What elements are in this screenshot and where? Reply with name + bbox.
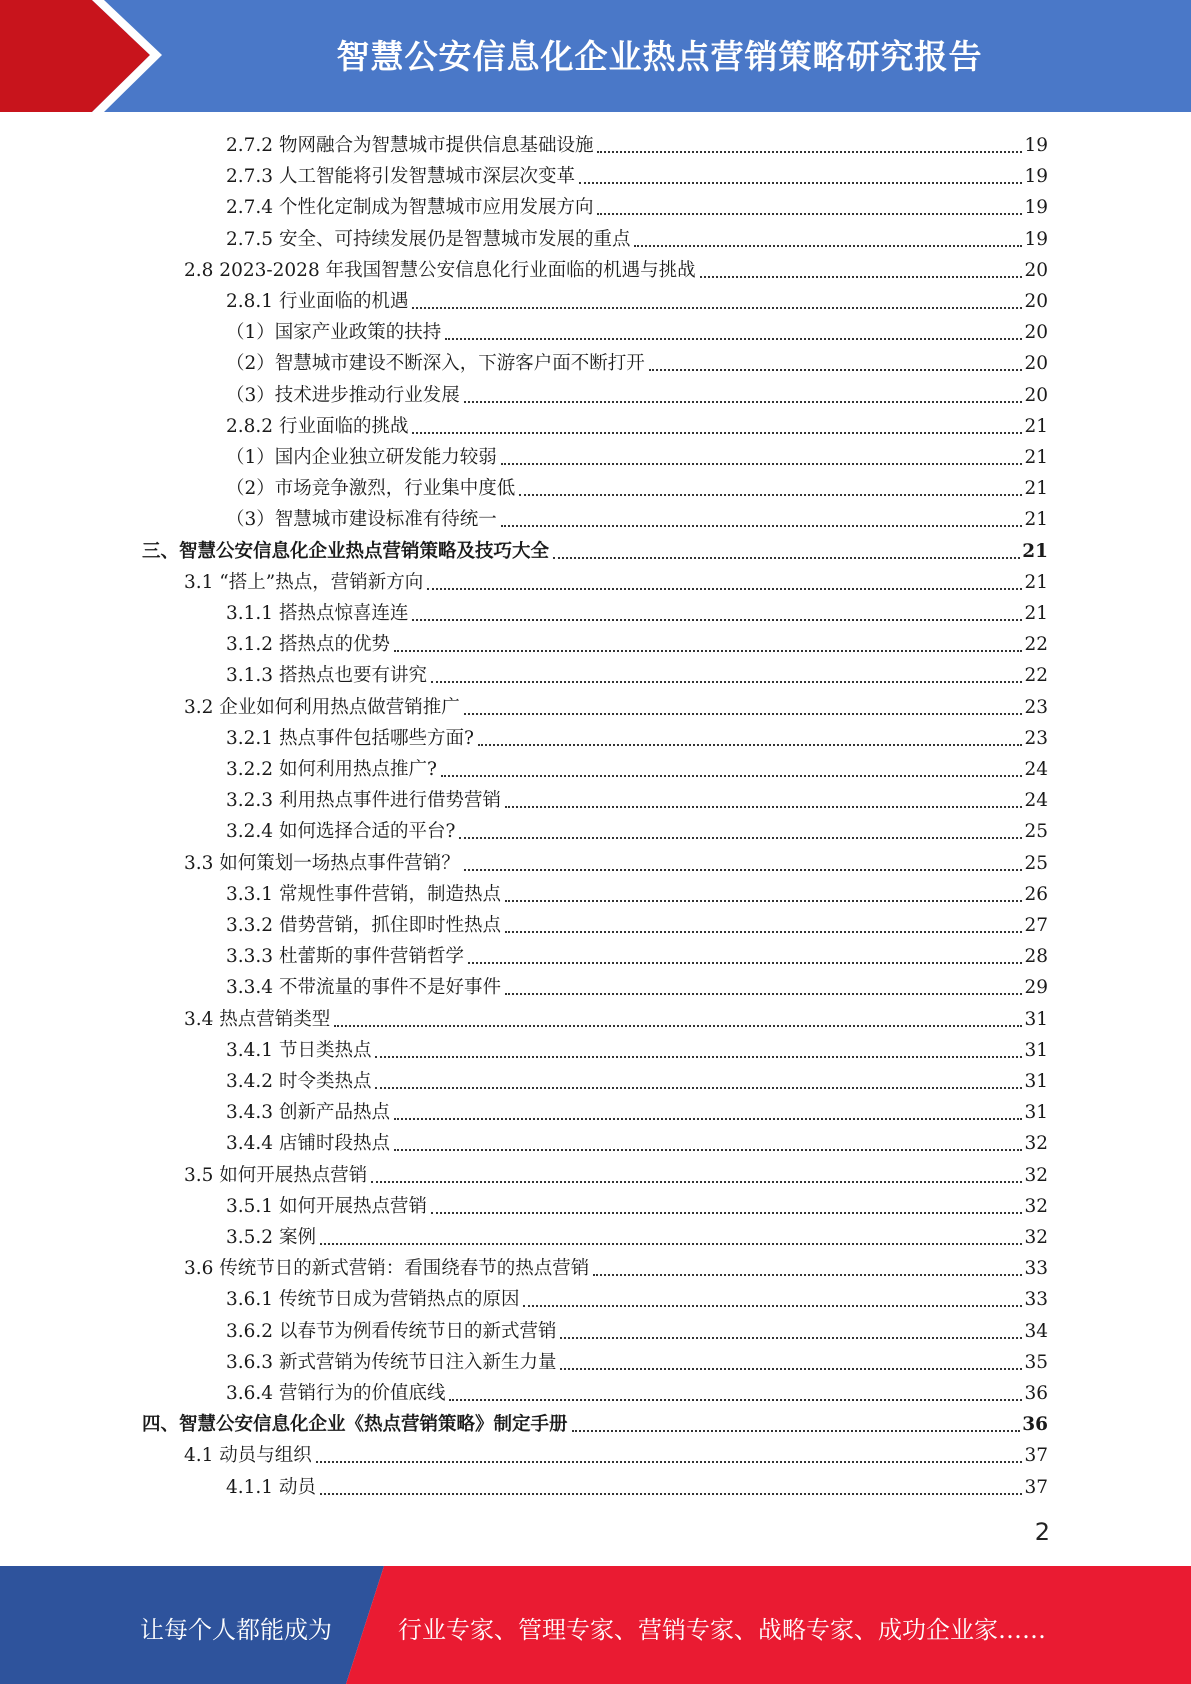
toc-entry-page: 21 [1024, 603, 1048, 624]
toc-entry[interactable] [226, 377, 1048, 408]
toc-entry[interactable] [226, 501, 1048, 532]
toc-leader-dots [597, 213, 1022, 215]
toc-entry[interactable] [226, 626, 1048, 657]
toc-leader-dots [431, 1212, 1022, 1214]
toc-entry-title: 3.1.2 搭热点的优势 [226, 634, 390, 656]
toc-leader-dots [394, 1118, 1022, 1120]
toc-leader-dots [501, 525, 1023, 527]
toc-leader-dots [597, 151, 1022, 153]
toc-leader-dots [316, 1461, 1023, 1463]
toc-entry-page: 20 [1024, 291, 1048, 312]
toc-leader-dots [464, 869, 1023, 871]
toc-entry-title: 3.3.4 不带流量的事件不是好事件 [226, 977, 501, 999]
toc-leader-dots [505, 806, 1022, 808]
toc-leader-dots [501, 463, 1023, 465]
toc-leader-dots [560, 1337, 1022, 1339]
toc-entry[interactable] [226, 1125, 1048, 1156]
toc-entry-title: （1）国家产业政策的扶持 [226, 322, 442, 344]
toc-entry[interactable] [226, 345, 1048, 376]
toc-entry-page: 28 [1024, 946, 1048, 968]
toc-entry-title: （3）技术进步推动行业发展 [226, 384, 460, 406]
toc-entry-title: 3.3.2 借势营销，抓住即时性热点 [226, 915, 501, 936]
toc-entry-title: 3.2.4 如何选择合适的平台? [226, 821, 456, 843]
toc-leader-dots [593, 1274, 1022, 1276]
toc-entry[interactable] [226, 938, 1048, 969]
toc-entry[interactable] [226, 408, 1048, 439]
toc-entry-page: 29 [1024, 977, 1048, 999]
toc-leader-dots [320, 1493, 1023, 1495]
toc-entry-title: 2.8.2 行业面临的挑战 [226, 415, 409, 437]
toc-entry-page: 20 [1024, 384, 1048, 406]
toc-entry-title: 3.6.2 以春节为例看传统节日的新式营销 [226, 1320, 557, 1342]
toc-entry-title: 3.2.1 热点事件包括哪些方面? [226, 727, 474, 749]
toc-entry-page: 21 [1024, 571, 1048, 593]
toc-entry-title: 3.5.2 案例 [226, 1227, 316, 1248]
toc-entry-title: 3.5 如何开展热点营销 [184, 1164, 368, 1186]
footer-slogan-left: 让每个人都能成为 [140, 1616, 332, 1644]
toc-entry[interactable] [226, 813, 1048, 844]
toc-entry[interactable] [226, 470, 1048, 501]
toc-entry-title: （2）市场竞争激烈，行业集中度低 [226, 478, 516, 500]
toc-entry-page: 19 [1024, 166, 1048, 188]
toc-entry-page: 21 [1022, 540, 1048, 562]
toc-entry[interactable] [226, 1375, 1048, 1406]
toc-entry-page: 25 [1024, 852, 1048, 874]
toc-entry-title: 3.6.4 营销行为的价值底线 [226, 1383, 446, 1404]
toc-entry-page: 37 [1024, 1445, 1048, 1467]
toc-entry-page: 22 [1024, 634, 1048, 656]
toc-leader-dots [505, 931, 1022, 933]
toc-entry[interactable] [184, 689, 1048, 720]
toc-entry[interactable] [226, 221, 1048, 252]
toc-entry-page: 24 [1024, 759, 1048, 780]
toc-leader-dots [459, 837, 1022, 839]
toc-entry-title: 3.3 如何策划一场热点事件营销？ [184, 852, 460, 874]
toc-leader-dots [634, 245, 1022, 247]
toc-entry-title: 三、智慧公安信息化企业热点营销策略及技巧大全 [142, 540, 550, 562]
toc-entry-title: 4.1 动员与组织 [184, 1445, 312, 1467]
toc-leader-dots [519, 494, 1022, 496]
toc-leader-dots [334, 1025, 1022, 1027]
toc-entry[interactable] [226, 782, 1048, 813]
toc-entry-title: 2.7.2 物网融合为智慧城市提供信息基础设施 [226, 135, 594, 156]
toc-leader-dots [579, 182, 1022, 184]
toc-entry-title: （3）智慧城市建设标准有待统一 [226, 509, 497, 531]
toc-entry-page: 21 [1024, 447, 1048, 468]
toc-entry[interactable] [142, 1406, 1048, 1437]
toc-entry-page: 20 [1024, 259, 1048, 281]
toc-entry[interactable] [226, 1063, 1048, 1094]
toc-leader-dots [649, 369, 1023, 371]
toc-leader-dots [560, 1368, 1022, 1370]
toc-leader-dots [505, 900, 1022, 902]
toc-leader-dots [320, 1243, 1023, 1245]
toc-entry[interactable] [226, 657, 1048, 688]
toc-entry[interactable] [184, 564, 1048, 595]
toc-entry[interactable] [226, 907, 1048, 938]
toc-entry-page: 20 [1024, 322, 1048, 344]
toc-entry[interactable] [184, 1437, 1048, 1468]
toc-entry-page: 32 [1024, 1227, 1048, 1248]
toc-entry-page: 23 [1024, 727, 1048, 749]
footer-slogan-right: 行业专家、管理专家、营销专家、战略专家、成功企业家…… [398, 1616, 1046, 1644]
toc-leader-dots [412, 619, 1022, 621]
toc-entry-page: 32 [1024, 1164, 1048, 1186]
toc-entry-title: 4.1.1 动员 [226, 1476, 316, 1498]
toc-entry[interactable] [226, 751, 1048, 782]
toc-entry-title: 3.3.1 常规性事件营销，制造热点 [226, 883, 501, 905]
toc-entry-page: 33 [1024, 1289, 1048, 1311]
toc-entry[interactable] [226, 189, 1048, 220]
toc-entry[interactable] [184, 1001, 1048, 1032]
toc-entry[interactable] [226, 720, 1048, 751]
toc-entry[interactable] [226, 127, 1048, 158]
toc-leader-dots [371, 1181, 1022, 1183]
toc-entry[interactable] [184, 845, 1048, 876]
toc-entry-title: 2.8 2023-2028 年我国智慧公安信息化行业面临的机遇与挑战 [184, 259, 696, 281]
document-title: 智慧公安信息化企业热点营销策略研究报告 [336, 36, 983, 76]
toc-entry-title: 3.4.1 节日类热点 [226, 1039, 372, 1061]
toc-leader-dots [553, 557, 1020, 559]
page-footer [0, 1566, 1191, 1684]
toc-entry-title: 2.7.5 安全、可持续发展仍是智慧城市发展的重点 [226, 228, 631, 250]
toc-entry-title: （1）国内企业独立研发能力较弱 [226, 447, 497, 468]
toc-leader-dots [468, 962, 1022, 964]
toc-entry-title: 3.1.3 搭热点也要有讲究 [226, 665, 427, 687]
toc-leader-dots [412, 432, 1022, 434]
toc-entry[interactable] [226, 1469, 1048, 1500]
toc-entry-title: 2.8.1 行业面临的机遇 [226, 291, 409, 312]
toc-entry[interactable] [226, 1281, 1048, 1312]
toc-entry-page: 31 [1024, 1008, 1048, 1030]
toc-entry-page: 21 [1024, 478, 1048, 500]
toc-entry-title: 2.7.4 个性化定制成为智慧城市应用发展方向 [226, 197, 594, 219]
toc-entry-page: 19 [1024, 228, 1048, 250]
toc-entry-title: 3.4.2 时令类热点 [226, 1071, 372, 1092]
toc-entry[interactable] [226, 439, 1048, 470]
toc-entry-page: 31 [1024, 1039, 1048, 1061]
toc-entry-page: 33 [1024, 1258, 1048, 1280]
page-header [0, 0, 1191, 112]
toc-leader-dots [572, 1430, 1021, 1432]
toc-entry-page: 25 [1024, 821, 1048, 843]
toc-leader-dots [449, 1399, 1022, 1401]
toc-leader-dots [394, 650, 1022, 652]
toc-entry-page: 36 [1024, 1383, 1048, 1404]
toc-leader-dots [431, 681, 1022, 683]
toc-leader-dots [445, 338, 1022, 340]
toc-entry-page: 23 [1024, 696, 1048, 718]
toc-leader-dots [441, 775, 1023, 777]
toc-entry-title: 3.1.1 搭热点惊喜连连 [226, 603, 409, 624]
toc-entry[interactable] [226, 969, 1048, 1000]
toc-entry-page: 34 [1024, 1320, 1048, 1342]
toc-entry-page: 24 [1024, 790, 1048, 812]
toc-leader-dots [478, 744, 1023, 746]
toc-entry-page: 31 [1024, 1071, 1048, 1092]
toc-entry[interactable] [226, 595, 1048, 626]
toc-entry[interactable] [226, 1094, 1048, 1125]
toc-entry[interactable] [184, 1250, 1048, 1281]
toc-entry[interactable] [142, 533, 1048, 564]
toc-leader-dots [700, 276, 1023, 278]
toc-entry[interactable] [226, 1219, 1048, 1250]
toc-entry-title: （2）智慧城市建设不断深入，下游客户面不断打开 [226, 353, 645, 375]
toc-entry-page: 36 [1022, 1414, 1048, 1436]
toc-entry-title: 3.3.3 杜蕾斯的事件营销哲学 [226, 946, 464, 968]
toc-entry[interactable] [226, 1313, 1048, 1344]
toc-entry-page: 21 [1024, 509, 1048, 531]
toc-leader-dots [464, 713, 1023, 715]
toc-entry[interactable] [226, 1188, 1048, 1219]
toc-entry-page: 32 [1024, 1133, 1048, 1155]
toc-entry-title: 3.4.3 创新产品热点 [226, 1102, 390, 1124]
toc-entry[interactable] [226, 1344, 1048, 1375]
toc-entry-page: 22 [1024, 665, 1048, 687]
toc-entry-page: 32 [1024, 1195, 1048, 1217]
toc-entry-title: 3.2.3 利用热点事件进行借势营销 [226, 790, 501, 812]
toc-entry-page: 31 [1024, 1102, 1048, 1124]
toc-entry[interactable] [184, 252, 1048, 283]
toc-entry-page: 26 [1024, 883, 1048, 905]
toc-entry-page: 27 [1024, 915, 1048, 936]
toc-leader-dots [412, 307, 1022, 309]
toc-entry-title: 3.2 企业如何利用热点做营销推广 [184, 696, 460, 718]
toc-entry-page: 21 [1024, 415, 1048, 437]
toc-entry[interactable] [226, 1032, 1048, 1063]
toc-leader-dots [523, 1305, 1022, 1307]
toc-leader-dots [394, 1149, 1022, 1151]
toc-entry-page: 19 [1024, 197, 1048, 219]
toc-leader-dots [464, 401, 1023, 403]
toc-entry-title: 3.2.2 如何利用热点推广? [226, 759, 437, 780]
toc-entry-title: 四、智慧公安信息化企业《热点营销策略》制定手册 [142, 1414, 568, 1436]
toc-leader-dots [375, 1056, 1022, 1058]
toc-entry-page: 35 [1024, 1351, 1048, 1373]
toc-entry-title: 3.4 热点营销类型 [184, 1008, 331, 1030]
toc-entry-title: 2.7.3 人工智能将引发智慧城市深层次变革 [226, 166, 575, 188]
toc-entry-title: 3.5.1 如何开展热点营销 [226, 1195, 427, 1217]
toc-entry-page: 37 [1024, 1476, 1048, 1498]
toc-entry-title: 3.1 “搭上”热点，营销新方向 [184, 571, 424, 593]
toc-entry[interactable] [226, 158, 1048, 189]
toc-entry[interactable] [226, 283, 1048, 314]
toc-entry[interactable] [226, 876, 1048, 907]
toc-entry-title: 3.6.3 新式营销为传统节日注入新生力量 [226, 1351, 557, 1373]
toc-entry-title: 3.6 传统节日的新式营销：看围绕春节的热点营销 [184, 1258, 590, 1280]
toc-leader-dots [375, 1087, 1022, 1089]
toc-leader-dots [505, 993, 1022, 995]
toc-entry-title: 3.4.4 店铺时段热点 [226, 1133, 390, 1155]
toc-entry-title: 3.6.1 传统节日成为营销热点的原因 [226, 1289, 520, 1311]
toc-entry[interactable] [226, 314, 1048, 345]
toc-entry[interactable] [184, 1157, 1048, 1188]
toc-entry-page: 20 [1024, 353, 1048, 375]
page-number: 2 [1034, 1518, 1050, 1546]
toc-leader-dots [427, 588, 1022, 590]
toc-entry-page: 19 [1024, 135, 1048, 156]
